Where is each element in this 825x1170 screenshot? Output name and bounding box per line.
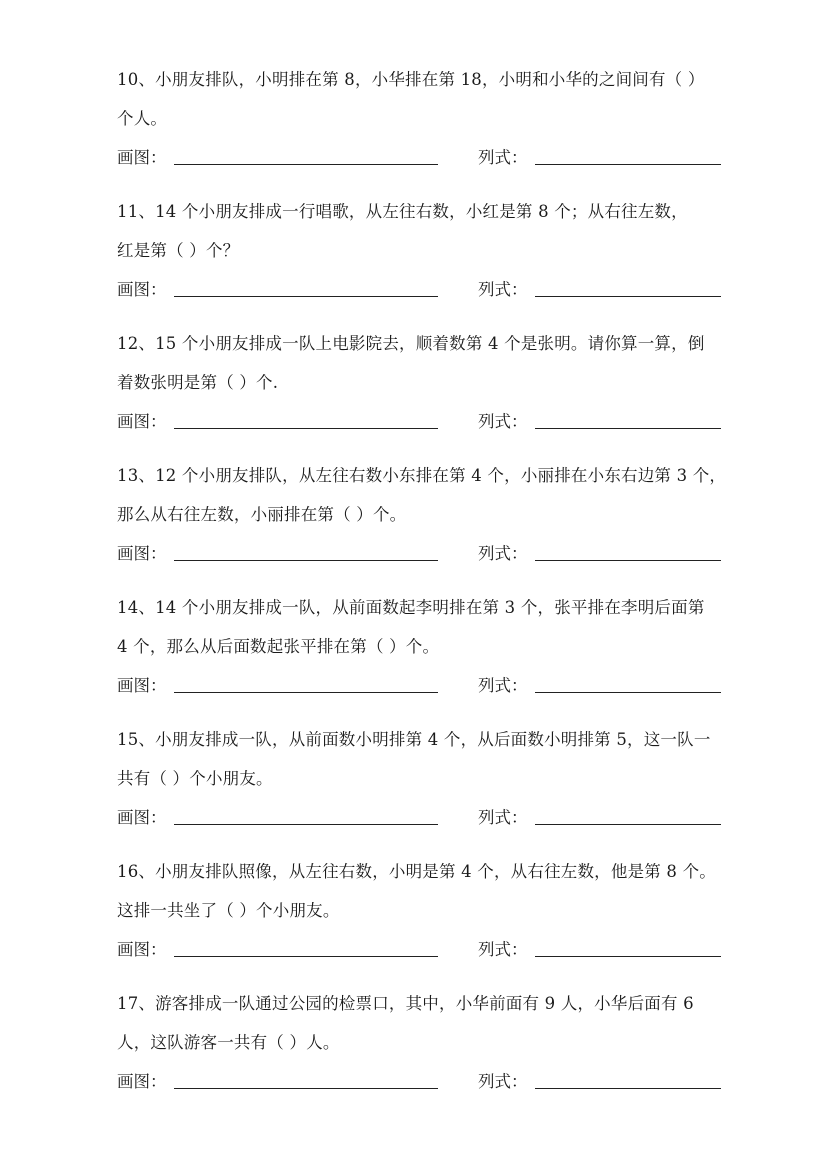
- problem-12: [117, 324, 797, 441]
- answer-row: [117, 402, 797, 441]
- answer-row: [117, 1062, 797, 1101]
- equation-answer-blank[interactable]: [535, 428, 721, 429]
- question-line: 这排一共坐了（ ）个小朋友。: [117, 901, 340, 920]
- question-line: 人，这队游客一共有（ ）人。: [117, 1033, 340, 1052]
- draw-label: 画图：: [117, 280, 167, 299]
- question-line: 15、小朋友排成一队，从前面数小明排第 4 个，从后面数小明排第 5，这一队一: [117, 730, 711, 749]
- equation-answer-blank[interactable]: [535, 1088, 721, 1089]
- draw-answer-blank[interactable]: [174, 824, 438, 825]
- equation-answer-blank[interactable]: [535, 164, 721, 165]
- draw-label: 画图：: [117, 808, 167, 827]
- question-line: 17、游客排成一队通过公园的检票口，其中，小华前面有 9 人，小华后面有 6: [117, 994, 694, 1013]
- draw-answer-blank[interactable]: [174, 956, 438, 957]
- equation-label: 列式：: [478, 412, 528, 431]
- draw-answer-blank[interactable]: [174, 692, 438, 693]
- answer-row: [117, 270, 797, 309]
- problem-11: [117, 192, 797, 309]
- equation-answer-blank[interactable]: [535, 692, 721, 693]
- problem-15: [117, 720, 797, 837]
- equation-label: 列式：: [478, 280, 528, 299]
- draw-label: 画图：: [117, 940, 167, 959]
- draw-label: 画图：: [117, 544, 167, 563]
- question-line: 那么从右往左数，小丽排在第（ ）个。: [117, 505, 407, 524]
- question-line: 12、15 个小朋友排成一队上电影院去，顺着数第 4 个是张明。请你算一算，倒: [117, 334, 705, 353]
- question-line: 13、12 个小朋友排队，从左往右数小东排在第 4 个，小丽排在小东右边第 3 个，: [117, 466, 727, 485]
- answer-row: [117, 534, 797, 573]
- draw-answer-blank[interactable]: [174, 164, 438, 165]
- problem-17: [117, 984, 797, 1101]
- draw-label: 画图：: [117, 148, 167, 167]
- equation-label: 列式：: [478, 676, 528, 695]
- equation-answer-blank[interactable]: [535, 956, 721, 957]
- question-line: 10、小朋友排队，小明排在第 8，小华排在第 18，小明和小华的之间间有（ ）: [117, 70, 705, 89]
- question-line: 红是第（ ）个？: [117, 241, 240, 260]
- equation-answer-blank[interactable]: [535, 296, 721, 297]
- draw-answer-blank[interactable]: [174, 296, 438, 297]
- draw-label: 画图：: [117, 676, 167, 695]
- problem-14: [117, 588, 797, 705]
- question-line: 11、14 个小朋友排成一行唱歌，从左往右数，小红是第 8 个；从右往左数，: [117, 202, 688, 221]
- question-line: 16、小朋友排队照像，从左往右数，小明是第 4 个，从右往左数，他是第 8 个。: [117, 862, 716, 881]
- answer-row: [117, 666, 797, 705]
- equation-label: 列式：: [478, 1072, 528, 1091]
- draw-label: 画图：: [117, 412, 167, 431]
- equation-label: 列式：: [478, 544, 528, 563]
- equation-label: 列式：: [478, 808, 528, 827]
- question-line: 14、14 个小朋友排成一队，从前面数起李明排在第 3 个，张平排在李明后面第: [117, 598, 705, 617]
- draw-label: 画图：: [117, 1072, 167, 1091]
- answer-row: [117, 798, 797, 837]
- draw-answer-blank[interactable]: [174, 560, 438, 561]
- question-line: 个人。: [117, 109, 168, 128]
- question-line: 4 个，那么从后面数起张平排在第（ ）个。: [117, 637, 440, 656]
- question-line: 共有（ ）个小朋友。: [117, 769, 273, 788]
- problem-16: [117, 852, 797, 969]
- draw-answer-blank[interactable]: [174, 428, 438, 429]
- answer-row: [117, 138, 797, 177]
- equation-label: 列式：: [478, 148, 528, 167]
- answer-row: [117, 930, 797, 969]
- question-line: 着数张明是第（ ）个.: [117, 373, 279, 392]
- draw-answer-blank[interactable]: [174, 1088, 438, 1089]
- equation-answer-blank[interactable]: [535, 560, 721, 561]
- problem-10: [117, 60, 797, 177]
- equation-answer-blank[interactable]: [535, 824, 721, 825]
- problem-13: [117, 456, 797, 573]
- equation-label: 列式：: [478, 940, 528, 959]
